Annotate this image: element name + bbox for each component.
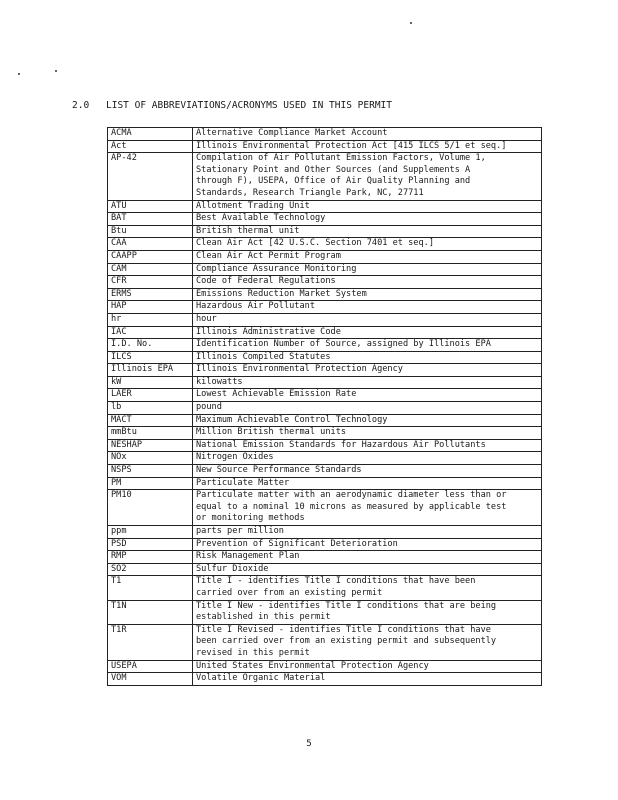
definition-cell: Identification Number of Source, assigned by Illinois EPA	[193, 339, 542, 352]
definition-cell: United States Environmental Protection Agency	[193, 660, 542, 673]
abbreviation-cell: Illinois EPA	[108, 364, 193, 377]
definition-cell: British thermal unit	[193, 225, 542, 238]
abbreviation-cell: CAAPP	[108, 250, 193, 263]
table-row	[108, 452, 542, 465]
table-row	[108, 439, 542, 452]
table-row	[108, 576, 542, 600]
abbreviation-cell: T1	[108, 576, 193, 600]
section-title: LIST OF ABBREVIATIONS/ACRONYMS USED IN THIS PERMIT	[106, 100, 392, 111]
abbreviation-cell: Act	[108, 140, 193, 153]
abbreviation-cell: PM10	[108, 490, 193, 526]
definition-cell: Hazardous Air Pollutant	[193, 301, 542, 314]
table-row	[108, 276, 542, 289]
table-row	[108, 153, 542, 200]
abbreviation-cell: mmBtu	[108, 427, 193, 440]
definition-cell: Allotment Trading Unit	[193, 200, 542, 213]
definition-cell: Sulfur Dioxide	[193, 563, 542, 576]
table-row	[108, 288, 542, 301]
abbreviation-cell: HAP	[108, 301, 193, 314]
table-row	[108, 624, 542, 660]
definition-cell: Prevention of Significant Deterioration	[193, 538, 542, 551]
definition-cell: Illinois Environmental Protection Act [415 ILCS 5/1 et seq.]	[193, 140, 542, 153]
definition-cell: Alternative Compliance Market Account	[193, 128, 542, 141]
abbreviation-cell: NESHAP	[108, 439, 193, 452]
section-number: 2.0	[72, 100, 90, 111]
definition-cell: Emissions Reduction Market System	[193, 288, 542, 301]
definition-cell: Risk Management Plan	[193, 551, 542, 564]
table-row	[108, 238, 542, 251]
definition-cell: hour	[193, 313, 542, 326]
table-row	[108, 389, 542, 402]
definition-cell: New Source Performance Standards	[193, 465, 542, 478]
abbreviation-cell: hr	[108, 313, 193, 326]
abbreviation-cell: Btu	[108, 225, 193, 238]
definition-cell: Illinois Compiled Statutes	[193, 351, 542, 364]
abbreviations-table-body	[108, 128, 542, 686]
definition-cell: Particulate matter with an aerodynamic diameter less than or equal to a nominal 10 microns as measured by applicable test or monitoring methods	[193, 490, 542, 526]
abbreviation-cell: ppm	[108, 526, 193, 539]
definition-cell: National Emission Standards for Hazardous Air Pollutants	[193, 439, 542, 452]
abbreviation-cell: BAT	[108, 213, 193, 226]
definition-cell: Compilation of Air Pollutant Emission Factors, Volume 1, Stationary Point and Other Sources (and Supplements A through F), USEPA, Office of Air Quality Planning and Standards, Research Triangle Park, NC, 27711	[193, 153, 542, 200]
table-row	[108, 263, 542, 276]
table-row	[108, 600, 542, 624]
table-row	[108, 563, 542, 576]
table-row	[108, 673, 542, 686]
abbreviation-cell: I.D. No.	[108, 339, 193, 352]
table-row	[108, 465, 542, 478]
abbreviation-cell: T1N	[108, 600, 193, 624]
definition-cell: Million British thermal units	[193, 427, 542, 440]
abbreviation-cell: CAM	[108, 263, 193, 276]
abbreviation-cell: ILCS	[108, 351, 193, 364]
abbreviation-cell: CAA	[108, 238, 193, 251]
abbreviation-cell: LAER	[108, 389, 193, 402]
definition-cell: Clean Air Act [42 U.S.C. Section 7401 et seq.]	[193, 238, 542, 251]
definition-cell: parts per million	[193, 526, 542, 539]
table-row	[108, 490, 542, 526]
table-row	[108, 140, 542, 153]
abbreviation-cell: lb	[108, 402, 193, 415]
definition-cell: Volatile Organic Material	[193, 673, 542, 686]
definition-cell: Title I - identifies Title I conditions that have been carried over from an existing permit	[193, 576, 542, 600]
table-row	[108, 213, 542, 226]
scan-speck	[55, 70, 57, 72]
table-row	[108, 538, 542, 551]
table-row	[108, 660, 542, 673]
section-heading	[72, 100, 392, 111]
table-row	[108, 225, 542, 238]
abbreviation-cell: ACMA	[108, 128, 193, 141]
table-row	[108, 376, 542, 389]
table-row	[108, 128, 542, 141]
table-row	[108, 313, 542, 326]
scan-speck	[410, 22, 412, 24]
definition-cell: Title I Revised - identifies Title I conditions that have been carried over from an existing permit and subsequently revised in this permit	[193, 624, 542, 660]
table-row	[108, 326, 542, 339]
abbreviation-cell: AP-42	[108, 153, 193, 200]
table-row	[108, 200, 542, 213]
definition-cell: Code of Federal Regulations	[193, 276, 542, 289]
abbreviation-cell: T1R	[108, 624, 193, 660]
abbreviation-cell: ATU	[108, 200, 193, 213]
abbreviation-cell: ERMS	[108, 288, 193, 301]
table-row	[108, 301, 542, 314]
abbreviation-cell: PM	[108, 477, 193, 490]
abbreviation-cell: kW	[108, 376, 193, 389]
table-row	[108, 351, 542, 364]
abbreviation-cell: VOM	[108, 673, 193, 686]
abbreviation-cell: SO2	[108, 563, 193, 576]
abbreviation-cell: RMP	[108, 551, 193, 564]
definition-cell: Illinois Environmental Protection Agency	[193, 364, 542, 377]
definition-cell: Illinois Administrative Code	[193, 326, 542, 339]
table-row	[108, 526, 542, 539]
abbreviations-table	[107, 127, 542, 686]
table-row	[108, 477, 542, 490]
definition-cell: kilowatts	[193, 376, 542, 389]
abbreviation-cell: NOx	[108, 452, 193, 465]
definition-cell: Maximum Achievable Control Technology	[193, 414, 542, 427]
scan-speck	[18, 73, 20, 75]
table-row	[108, 250, 542, 263]
table-row	[108, 364, 542, 377]
table-row	[108, 339, 542, 352]
abbreviation-cell: MACT	[108, 414, 193, 427]
definition-cell: Nitrogen Oxides	[193, 452, 542, 465]
definition-cell: Best Available Technology	[193, 213, 542, 226]
definition-cell: Particulate Matter	[193, 477, 542, 490]
page-number: 5	[306, 739, 312, 749]
definition-cell: Title I New - identifies Title I conditions that are being established in this permit	[193, 600, 542, 624]
definition-cell: Compliance Assurance Monitoring	[193, 263, 542, 276]
definition-cell: pound	[193, 402, 542, 415]
table-row	[108, 427, 542, 440]
table-row	[108, 551, 542, 564]
abbreviation-cell: IAC	[108, 326, 193, 339]
table-row	[108, 402, 542, 415]
abbreviation-cell: PSD	[108, 538, 193, 551]
abbreviation-cell: CFR	[108, 276, 193, 289]
abbreviation-cell: USEPA	[108, 660, 193, 673]
definition-cell: Clean Air Act Permit Program	[193, 250, 542, 263]
definition-cell: Lowest Achievable Emission Rate	[193, 389, 542, 402]
table-row	[108, 414, 542, 427]
abbreviation-cell: NSPS	[108, 465, 193, 478]
